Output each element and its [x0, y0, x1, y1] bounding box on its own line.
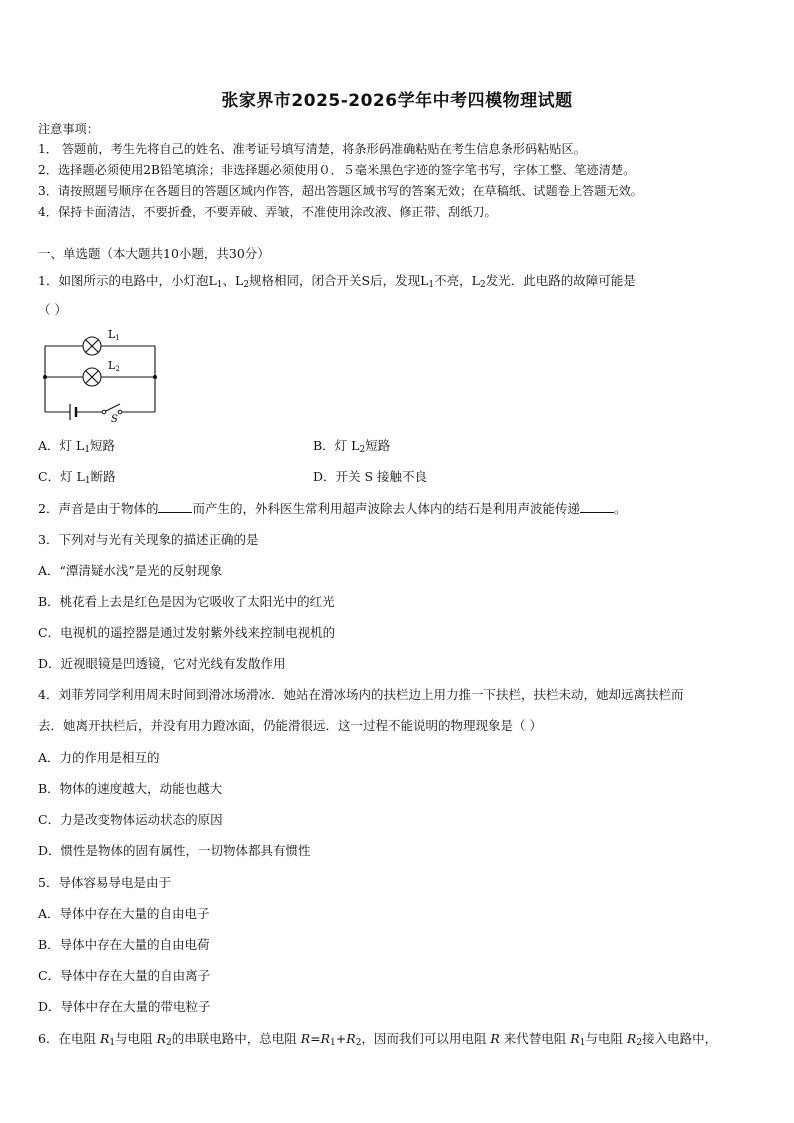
page-title: 张家界市2025-2026学年中考四模物理试题	[221, 91, 573, 111]
lamp1-label: L1	[108, 328, 120, 342]
note-item: 4．保持卡面清洁，不要折叠，不要弄破、弄皱，不准使用涂改液、修正带、刮纸刀。	[38, 205, 497, 219]
q3-option-d[interactable]: D．近视眼镜是凹透镜，它对光线有发散作用	[38, 656, 286, 671]
q5-option-c[interactable]: C．导体中存在大量的自由离子	[38, 968, 211, 983]
q1-option-c[interactable]: C．灯 $L_1$断路	[38, 469, 116, 486]
note-item: 1． 答题前，考生先将自己的姓名、准考证号填写清楚，将条形码准确粘贴在考生信息条形码粘贴区。	[38, 142, 586, 156]
note-item: 2．选择题必须使用2B铅笔填涂；非选择题必须使用０．５毫米黑色字迹的签字笔书写，字体工整、笔迹清楚。	[38, 163, 636, 177]
junction-dot	[153, 375, 157, 379]
q3-stem: 3．下列对与光有关现象的描述正确的是	[38, 532, 259, 547]
q2-blank-1[interactable]	[158, 500, 192, 513]
lamp2-label: L2	[108, 359, 120, 373]
q4-stem-line2: 去．她离开扶栏后，并没有用力蹬冰面，仍能滑很远．这一过程不能说明的物理现象是（ ）	[38, 718, 542, 733]
section-heading: 一、单选题（本大题共10小题，共30分）	[38, 246, 270, 261]
junction-dot	[43, 375, 47, 379]
q2-stem: 2．声音是由于物体的 而产生的，外科医生常利用超声波除去人体内的结石是利用声波能传递 。	[38, 501, 627, 516]
q5-option-b[interactable]: B．导体中存在大量的自由电荷	[38, 937, 210, 952]
q4-option-b[interactable]: B．物体的速度越大，动能也越大	[38, 781, 223, 796]
q5-option-d[interactable]: D．导体中存在大量的带电粒子	[38, 999, 211, 1014]
q3-option-b[interactable]: B．桃花看上去是红色是因为它吸收了太阳光中的红光	[38, 594, 335, 609]
battery-icon	[70, 404, 76, 420]
lamp-l2-icon	[83, 368, 101, 386]
q1-circuit-diagram	[38, 326, 162, 425]
q1-option-d[interactable]: D．开关 S 接触不良	[313, 469, 428, 484]
q1-answer-paren: （ ）	[38, 302, 67, 317]
q4-stem-line1: 4．刘菲芳同学利用周末时间到滑冰场滑冰．她站在滑冰场内的扶栏边上用力推一下扶栏，扶栏未动，她却远离扶栏而	[38, 687, 684, 702]
q4-option-d[interactable]: D．惯性是物体的固有属性，一切物体都具有惯性	[38, 843, 311, 858]
q6-stem: 6．在电阻 $R_1$与电阻 $R_2$的串联电路中，总电阻 $R=R_1+R_2$，因而我们可以用电阻 R 来代替电阻 $R_1$与电阻 $R_2$接入电路中，	[38, 1031, 718, 1048]
q3-option-c[interactable]: C．电视机的遥控器是通过发射紫外线来控制电视机的	[38, 625, 336, 640]
q4-option-a[interactable]: A．力的作用是相互的	[38, 750, 160, 765]
note-item: 3．请按照题号顺序在各题目的答题区域内作答，超出答题区域书写的答案无效；在草稿纸、试题卷上答题无效。	[38, 184, 643, 198]
q5-stem: 5．导体容易导电是由于	[38, 875, 171, 890]
lamp-l1-icon	[83, 337, 101, 355]
q3-option-a[interactable]: A．“潭清疑水浅”是光的反射现象	[38, 563, 223, 578]
q2-blank-2[interactable]	[580, 500, 614, 513]
q1-option-a[interactable]: A．灯 $L_1$短路	[38, 438, 116, 455]
switch-label: S	[111, 414, 118, 425]
q1-stem: 1．如图所示的电路中，小灯泡$L_1$、$L_2$规格相同，闭合开关S后，发现$L_1$不亮，$L_2$发光．此电路的故障可能是	[38, 273, 636, 290]
q5-option-a[interactable]: A．导体中存在大量的自由电子	[38, 906, 210, 921]
q1-option-b[interactable]: B．灯 $L_2$短路	[313, 438, 391, 455]
q4-option-c[interactable]: C．力是改变物体运动状态的原因	[38, 812, 223, 827]
notes-heading: 注意事项：	[38, 122, 99, 136]
